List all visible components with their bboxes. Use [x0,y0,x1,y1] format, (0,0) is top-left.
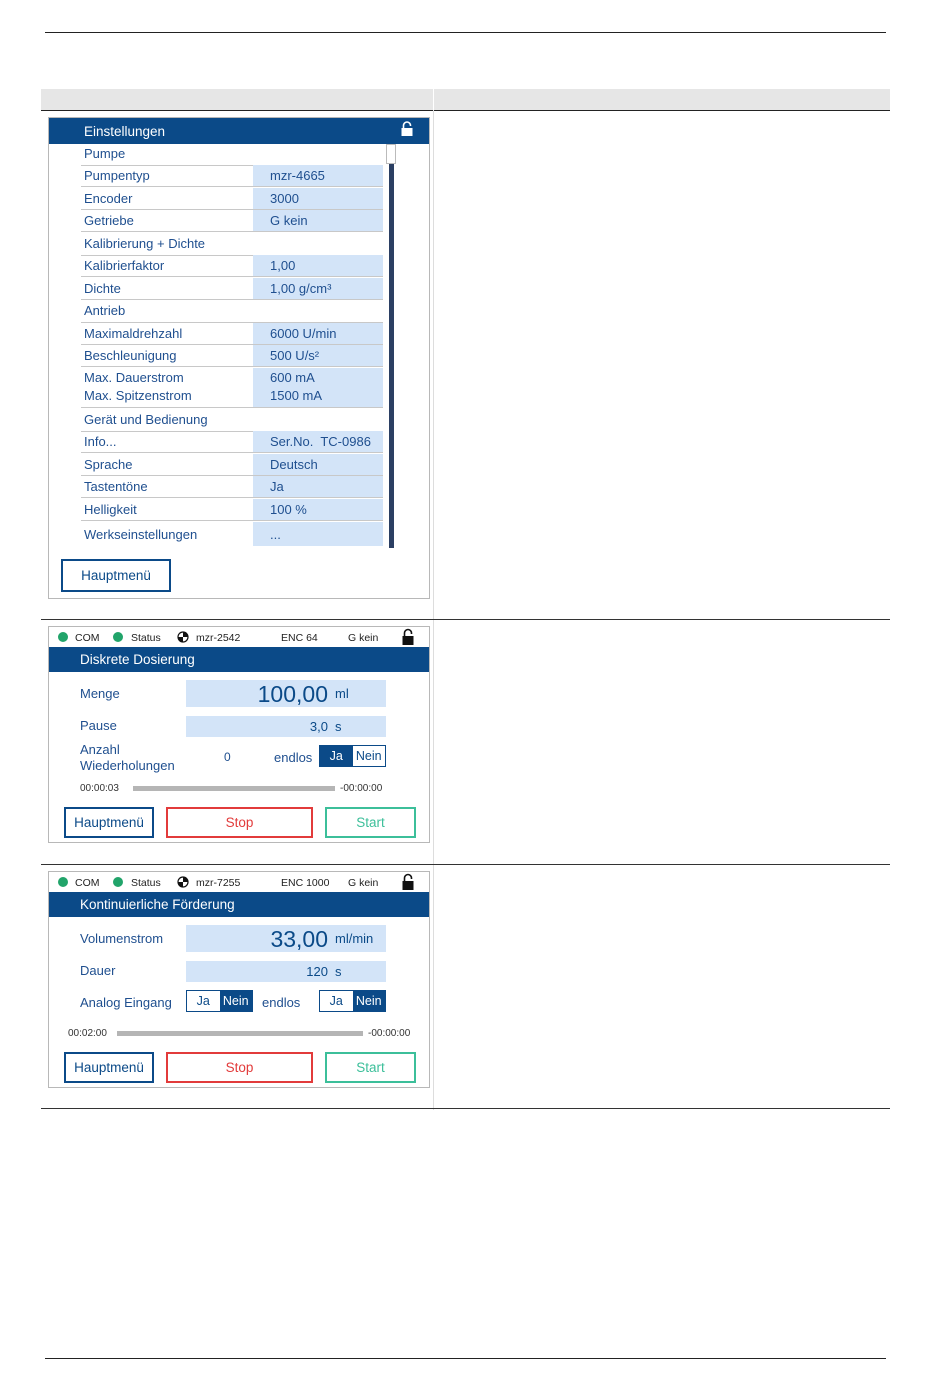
stop-button[interactable]: Stop [166,807,313,838]
setting-row-tastentoene[interactable]: Tastentöne Ja [81,476,383,498]
duration-unit: s [335,964,342,979]
setting-row-dichte[interactable]: Dichte 1,00 g/cm³ [81,278,383,300]
dosing-panel [48,626,430,843]
row-divider [41,1108,890,1109]
main-menu-button[interactable]: Hauptmenü [61,559,171,592]
com-indicator-icon [58,632,68,642]
status-indicator-icon [113,877,123,887]
section-geraet: Gerät und Bedienung [81,409,383,432]
setting-row-sprache[interactable]: Sprache Deutsch [81,454,383,476]
scrollbar-thumb[interactable] [386,144,396,164]
setting-row-helligkeit[interactable]: Helligkeit 100 % [81,499,383,521]
status-label: Status [131,632,161,644]
setting-row-kalibrierfaktor[interactable]: Kalibrierfaktor 1,00 [81,255,383,277]
setting-row-werkseinstellungen[interactable]: Werkseinstellungen ... [81,522,383,546]
setting-row-pumpentyp[interactable]: Pumpentyp mzr-4665 [81,165,383,187]
pump-model: mzr-2542 [196,632,241,644]
section-kalibrierung: Kalibrierung + Dichte [81,233,383,256]
continuous-panel [48,871,430,1088]
bottom-rule [45,1358,886,1359]
settings-panel [48,117,430,599]
main-menu-button[interactable]: Hauptmenü [64,1052,154,1083]
setting-row-encoder[interactable]: Encoder 3000 [81,188,383,210]
analog-input-label: Analog Eingang [80,995,172,1010]
amount-label: Menge [80,686,120,701]
duration-label: Dauer [80,963,116,978]
table-header [41,89,890,111]
main-menu-button[interactable]: Hauptmenü [64,807,154,838]
repeat-label-line2: Wiederholungen [80,758,175,773]
dosing-title-bar [49,647,429,672]
endless-label: endlos [262,995,301,1010]
remaining-time: -00:00:00 [368,1028,411,1039]
settings-title-bar [49,118,429,144]
continuous-title: Kontinuierliche Förderung [80,897,235,912]
status-bar [49,627,429,647]
amount-field[interactable] [186,680,386,707]
dosing-title: Diskrete Dosierung [80,652,195,667]
toggle-no[interactable]: Nein [220,991,253,1011]
elapsed-time: 00:00:03 [80,783,119,794]
setting-row-spitzenstrom[interactable]: Max. Spitzenstrom 1500 mA [81,387,383,408]
com-label: COM [75,877,100,889]
lock-icon[interactable] [401,628,415,646]
toggle-yes[interactable]: Ja [187,991,220,1011]
com-label: COM [75,632,100,644]
gear-value: G kein [348,632,379,644]
encoder-value: ENC 64 [281,632,318,644]
flow-label: Volumenstrom [80,931,164,946]
flow-field[interactable] [186,925,386,952]
start-button[interactable]: Start [325,1052,416,1083]
toggle-no[interactable]: Nein [353,746,386,766]
pump-model: mzr-7255 [196,877,241,889]
column-divider [433,110,434,1110]
lock-icon[interactable] [401,873,415,891]
settings-title: Einstellungen [84,123,166,139]
endless-label: endlos [274,750,313,765]
lock-icon[interactable] [400,121,414,137]
amount-value: 100,00 [257,681,328,707]
setting-row-dauerstrom[interactable]: Max. Dauerstrom 600 mA [81,368,383,387]
pause-value: 3,0 [309,719,328,734]
setting-row-beschleunigung[interactable]: Beschleunigung 500 U/s² [81,345,383,367]
setting-row-getriebe[interactable]: Getriebe G kein [81,210,383,232]
row-divider [41,619,890,620]
setting-row-maximaldrehzahl[interactable]: Maximaldrehzahl 6000 U/min [81,323,383,345]
elapsed-time: 00:02:00 [68,1028,107,1039]
status-bar [49,872,429,892]
status-indicator-icon [113,632,123,642]
progress-bar [117,1031,363,1036]
endless-toggle[interactable] [319,745,386,767]
remaining-time: -00:00:00 [340,783,383,794]
scrollbar-track[interactable] [389,145,394,548]
pause-label: Pause [80,718,117,733]
pause-unit: s [335,719,342,734]
analog-input-toggle[interactable] [186,990,253,1012]
flow-value: 33,00 [270,926,328,952]
pump-icon [177,876,189,888]
top-rule [45,32,886,33]
toggle-no[interactable]: Nein [353,991,386,1011]
setting-row-info[interactable]: Info... Ser.No. TC-0986 [81,431,383,453]
gear-value: G kein [348,877,379,889]
repeat-value[interactable]: 0 [224,750,231,764]
stop-button[interactable]: Stop [166,1052,313,1083]
toggle-yes[interactable]: Ja [320,746,353,766]
progress-bar [133,786,335,791]
start-button[interactable]: Start [325,807,416,838]
section-pumpe: Pumpe [81,143,383,166]
pause-field[interactable] [186,716,386,737]
com-indicator-icon [58,877,68,887]
pump-icon [177,631,189,643]
flow-unit: ml/min [335,931,374,946]
status-label: Status [131,877,161,889]
duration-value: 120 [306,964,328,979]
section-antrieb: Antrieb [81,300,383,323]
amount-unit: ml [335,686,349,701]
repeat-label-line1: Anzahl [80,742,120,757]
continuous-title-bar [49,892,429,917]
endless-toggle[interactable] [319,990,386,1012]
duration-field[interactable] [186,961,386,982]
encoder-value: ENC 1000 [281,877,330,889]
row-divider [41,864,890,865]
toggle-yes[interactable]: Ja [320,991,353,1011]
